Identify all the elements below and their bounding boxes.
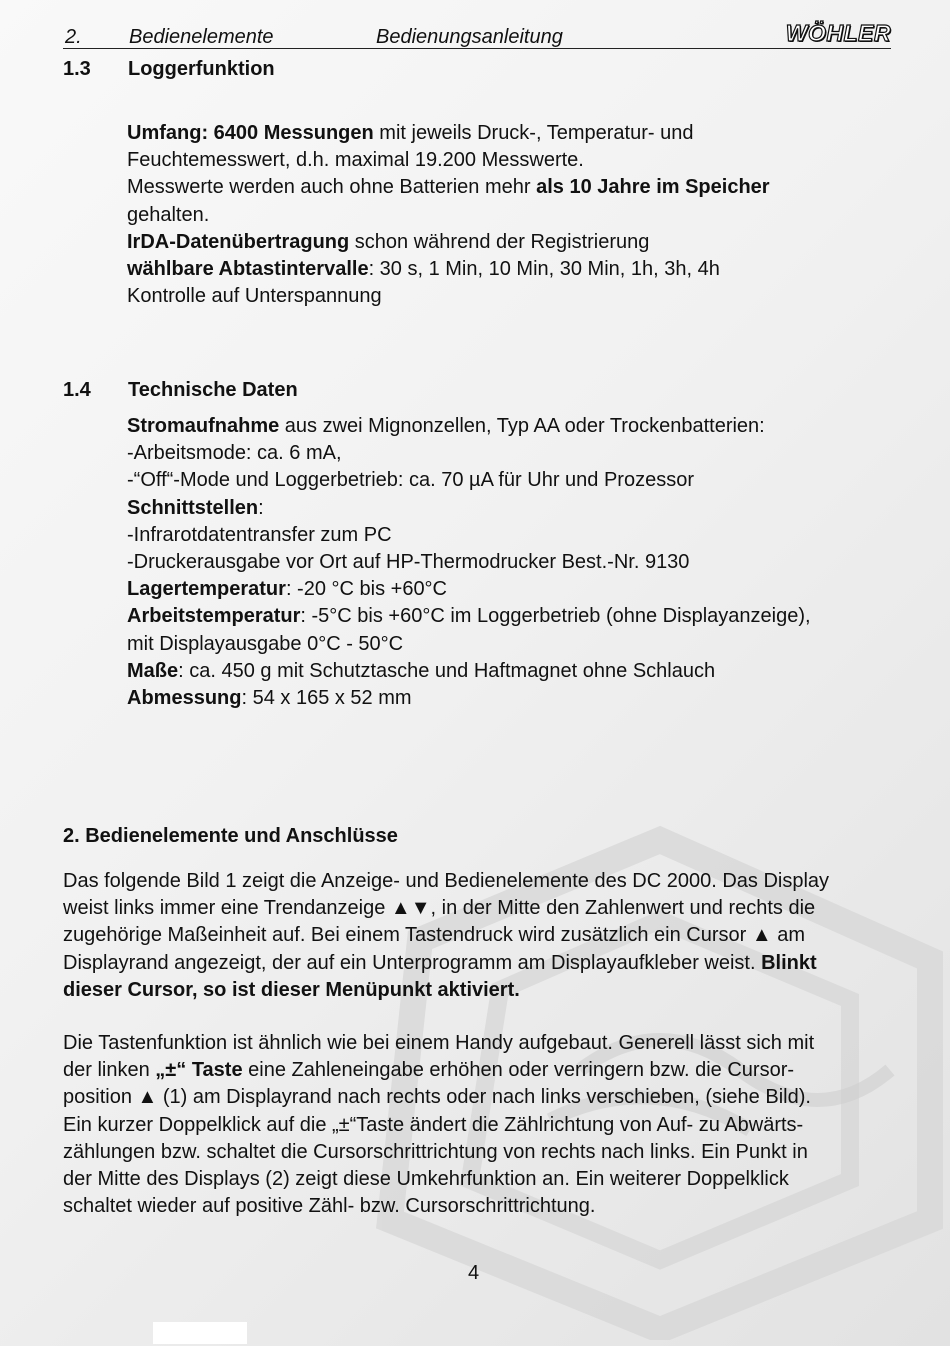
text-line [63, 1084, 814, 1111]
header-manual-title: Bedienungsanleitung [376, 26, 563, 48]
text-line [63, 1030, 814, 1057]
text-line [63, 1112, 814, 1139]
section-1-4-number: 1.4 [63, 379, 91, 401]
bold-text: Arbeitstemperatur [127, 605, 301, 628]
bold-text: „±“ Taste [155, 1059, 243, 1082]
header-section-number: 2. [65, 26, 82, 48]
text-span: Die Tastenfunktion ist ähnlich wie bei einem Handy aufgebaut. Generell lässt sich mit [63, 1032, 815, 1054]
text-line [127, 174, 770, 201]
section-1-3-title: Loggerfunktion [128, 58, 275, 80]
text-line [127, 576, 811, 603]
page-number: 4 [468, 1262, 480, 1284]
text-line [127, 147, 770, 174]
header-section-title: Bedienelemente [129, 26, 274, 48]
text-span: -Infrarotdatentransfer zum PC [127, 523, 392, 546]
text-span: Messwerte werden auch ohne Batterien mehr [127, 176, 537, 199]
text-span: : -5°C bis +60°C im Loggerbetrieb (ohne Displayanzeige), [300, 605, 811, 628]
text-line [127, 202, 770, 229]
bold-text: Lagertemperatur [127, 578, 286, 601]
bold-text: wählbare Abtastintervalle [127, 258, 369, 281]
bold-text: dieser Cursor, so ist dieser Menüpunkt aktiviert. [63, 978, 520, 1001]
section-2-paragraph-2 [63, 1030, 814, 1220]
text-span: -Arbeitsmode: ca. 6 mA, [127, 442, 342, 465]
bold-text: als 10 Jahre im Speicher [536, 176, 770, 199]
text-line [127, 120, 770, 147]
text-span: Feuchtemesswert, d.h. maximal 19.200 Messwerte. [127, 149, 584, 172]
text-line [127, 413, 811, 440]
text-line [127, 685, 811, 712]
text-line [63, 950, 829, 977]
text-span: schaltet wieder auf positive Zähl- bzw. Cursorschrittrichtung. [63, 1195, 596, 1218]
text-span: -“Off“-Mode und Loggerbetrieb: ca. 70 µA für Uhr und Prozessor [127, 469, 694, 492]
text-line [63, 1139, 814, 1166]
section-2-title: 2. Bedienelemente und Anschlüsse [63, 825, 398, 847]
text-span: : ca. 450 g mit Schutztasche und Haftmagnet ohne Schlauch [178, 659, 716, 682]
bold-text: Umfang: 6400 Messungen [127, 122, 374, 144]
text-span: Kontrolle auf Unterspannung [127, 285, 382, 308]
section-1-4-body [127, 413, 811, 712]
woehler-logo: WÖHLER [785, 20, 891, 46]
text-span: Ein kurzer Doppelklick auf die „±“Taste ändert die Zählrichtung von Auf- zu Abwärts- [63, 1113, 804, 1136]
bold-text: Stromaufnahme [127, 415, 280, 437]
text-span: mit Displayausgabe 0°C - 50°C [127, 632, 404, 655]
section-1-3-number: 1.3 [63, 58, 91, 80]
text-line [63, 1057, 814, 1084]
text-line [127, 658, 811, 685]
bold-text: Schnittstellen [127, 496, 259, 519]
text-span: : [258, 496, 264, 519]
text-line [127, 522, 811, 549]
text-span: zugehörige Maßeinheit auf. Bei einem Tastendruck wird zusätzlich ein Cursor ▲ am [63, 924, 805, 947]
text-span: eine Zahleneingabe erhöhen oder verringern bzw. die Cursor- [242, 1059, 795, 1082]
section-1-3-body [127, 120, 770, 310]
text-span: weist links immer eine Trendanzeige ▲▼, in der Mitte den Zahlenwert und rechts die [63, 897, 816, 920]
text-span: der Mitte des Displays (2) zeigt diese Umkehrfunktion an. Ein weiterer Doppelklick [63, 1168, 789, 1191]
text-line [63, 868, 829, 895]
text-span: Das folgende Bild 1 zeigt die Anzeige- und Bedienelemente des DC 2000. Das Display [63, 870, 830, 892]
text-line [127, 495, 811, 522]
text-line [127, 603, 811, 630]
text-span: : -20 °C bis +60°C [285, 578, 448, 601]
text-line [63, 977, 829, 1004]
text-line [127, 283, 770, 310]
bold-text: Blinkt [761, 951, 817, 974]
bold-text: Abmessung [127, 687, 242, 710]
text-line [63, 922, 829, 949]
text-line [127, 631, 811, 658]
text-span: : 30 s, 1 Min, 10 Min, 30 Min, 1h, 3h, 4h [368, 258, 720, 281]
text-line [127, 440, 811, 467]
text-line [127, 467, 811, 494]
text-line [63, 895, 829, 922]
text-line [127, 256, 770, 283]
text-line [127, 549, 811, 576]
text-span: der linken [63, 1059, 156, 1082]
text-span: schon während der Registrierung [349, 230, 650, 253]
text-span: mit jeweils Druck-, Temperatur- und [373, 122, 694, 144]
footer-mark [153, 1322, 247, 1344]
text-span: gehalten. [127, 203, 210, 226]
text-line [63, 1193, 814, 1220]
page-header [63, 20, 891, 49]
bold-text: IrDA-Datenübertragung [127, 230, 350, 253]
section-2-paragraph-1 [63, 868, 829, 1004]
text-span: position ▲ (1) am Displayrand nach rechts oder nach links verschieben, (siehe Bild). [63, 1086, 811, 1109]
text-span: zählungen bzw. schaltet die Cursorschrittrichtung von rechts nach links. Ein Punkt in [63, 1140, 808, 1163]
bold-text: Maße [127, 659, 179, 682]
text-span: -Druckerausgabe vor Ort auf HP-Thermodrucker Best.-Nr. 9130 [127, 551, 690, 574]
text-span: : 54 x 165 x 52 mm [241, 687, 412, 710]
text-line [63, 1166, 814, 1193]
section-1-4-title: Technische Daten [128, 379, 298, 401]
text-span: Displayrand angezeigt, der auf ein Unterprogramm am Displayaufkleber weist. [63, 951, 762, 974]
text-line [127, 229, 770, 256]
text-span: aus zwei Mignonzellen, Typ AA oder Trockenbatterien: [279, 415, 765, 437]
